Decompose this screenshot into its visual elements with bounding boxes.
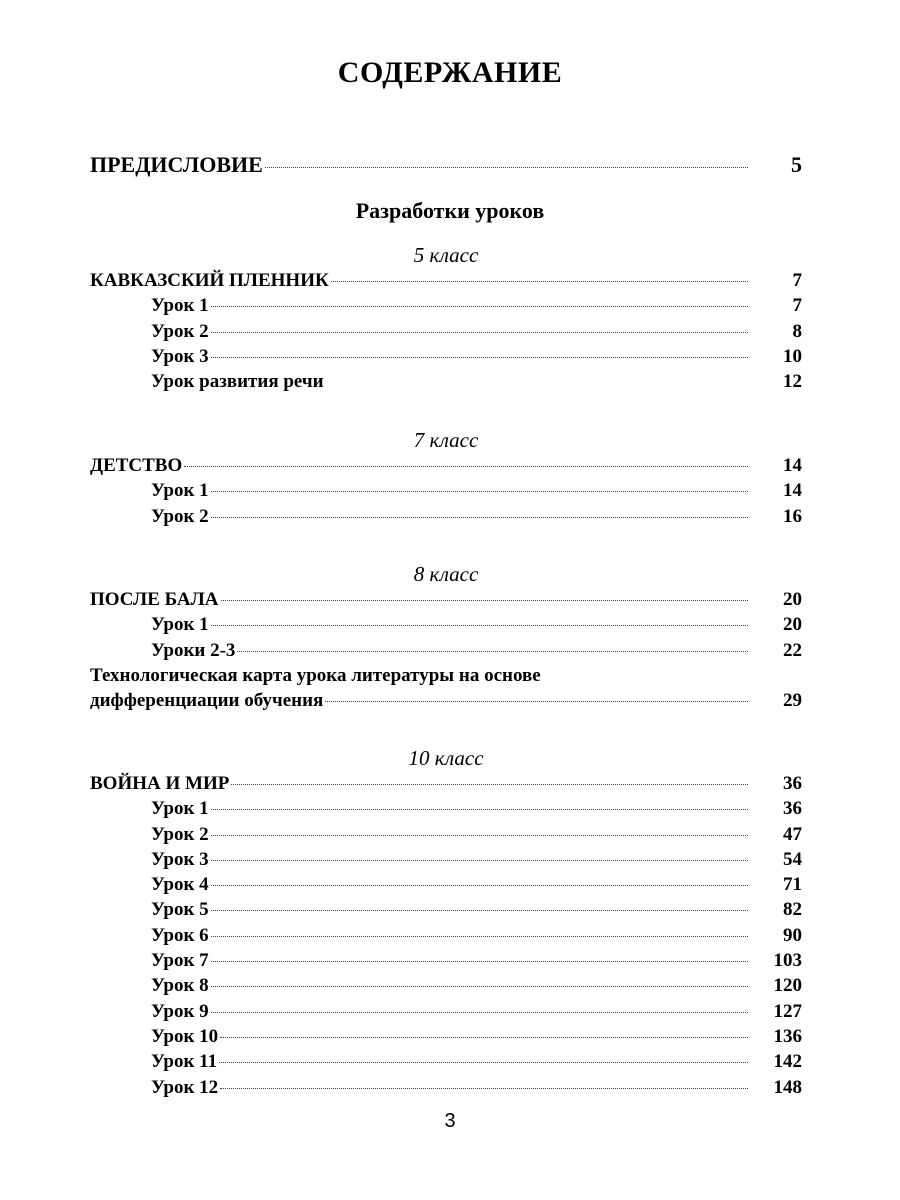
toc-entry-tech-map-line2[interactable] <box>90 688 802 713</box>
toc-entry-lesson[interactable] <box>90 612 802 637</box>
dot-leader <box>211 625 748 626</box>
toc-entry-preface[interactable] <box>90 152 802 178</box>
dot-leader <box>211 860 748 861</box>
toc-entry-page: 14 <box>783 480 802 502</box>
grade-section-7 <box>90 428 802 529</box>
toc-entry-page: 7 <box>792 295 802 317</box>
toc-entry-page: 8 <box>792 320 802 342</box>
toc-entry-lesson[interactable] <box>90 344 802 369</box>
toc-entry-label: Урок 3 <box>151 848 209 870</box>
toc-entry-page: 14 <box>783 455 802 476</box>
toc-entry-lesson[interactable] <box>90 999 802 1024</box>
dot-leader <box>211 491 748 492</box>
dot-leader <box>220 1088 748 1089</box>
grade-heading: 7 класс <box>413 428 479 452</box>
dot-leader <box>219 1062 748 1063</box>
toc-entry-page: 82 <box>783 899 802 921</box>
toc-entry-page: 36 <box>783 773 802 794</box>
toc-entry-page: 71 <box>783 874 802 896</box>
toc-entry-label: КАВКАЗСКИЙ ПЛЕННИК <box>90 270 329 291</box>
toc-entry-label: Урок 2 <box>151 505 209 527</box>
dot-leader <box>211 885 748 886</box>
dot-leader <box>211 1012 748 1013</box>
toc-entry-label: Уроки 2-3 <box>151 639 236 661</box>
toc-entry-label: Урок 1 <box>151 614 209 636</box>
dot-leader <box>184 466 748 467</box>
toc-entry-page: 16 <box>783 505 802 527</box>
dot-leader <box>211 835 748 836</box>
dot-leader <box>211 986 748 987</box>
toc-entry-lesson[interactable] <box>90 1024 802 1049</box>
toc-entry-label: ВОЙНА И МИР <box>90 773 230 794</box>
toc-entry-page: 10 <box>783 345 802 367</box>
grade-heading: 10 класс <box>408 746 484 770</box>
dot-leader <box>211 357 748 358</box>
toc-entry-label: Урок 2 <box>151 320 209 342</box>
toc-entry-lesson[interactable] <box>90 948 802 973</box>
dot-leader <box>221 600 748 601</box>
grade-section-5 <box>90 243 802 394</box>
toc-entry-label: Урок 4 <box>151 874 209 896</box>
toc-entry-work[interactable] <box>90 268 802 293</box>
toc-entry-work[interactable] <box>90 587 802 612</box>
dot-leader <box>220 1037 748 1038</box>
toc-entry-page: 12 <box>783 371 802 393</box>
toc-entry-page: 36 <box>783 798 802 820</box>
toc-entry-page: 136 <box>773 1025 802 1047</box>
toc-entry-lesson[interactable] <box>90 897 802 922</box>
toc-entry-lesson[interactable] <box>90 1049 802 1074</box>
toc-entry-label: ДЕТСТВО <box>90 455 183 476</box>
toc-entry-label: Урок 1 <box>151 480 209 502</box>
toc-entry-lesson[interactable] <box>90 847 802 872</box>
toc-entry-page: 148 <box>773 1076 802 1098</box>
toc-entry-label: Урок 12 <box>151 1076 219 1098</box>
page-number: 3 <box>444 1110 456 1132</box>
grade-section-10 <box>90 746 802 1100</box>
dot-leader <box>231 784 748 785</box>
toc-entry-tech-map-line1[interactable] <box>90 663 802 688</box>
toc-entry-label: Урок 5 <box>151 899 209 921</box>
toc-entry-label: Урок 2 <box>151 823 209 845</box>
toc-entry-lesson[interactable] <box>90 319 802 344</box>
toc-entry-label: Урок 10 <box>151 1025 219 1047</box>
dot-leader <box>211 910 748 911</box>
toc-entry-lesson[interactable] <box>90 923 802 948</box>
grade-heading: 5 класс <box>413 243 479 267</box>
toc-entry-lesson[interactable] <box>90 973 802 998</box>
toc-entry-page: 22 <box>783 639 802 661</box>
toc-entry-label: Урок 3 <box>151 345 209 367</box>
dot-leader <box>211 332 748 333</box>
toc-entry-label: Урок развития речи <box>151 371 324 393</box>
section-subtitle: Разработки уроков <box>355 198 545 223</box>
toc-entry-page: 20 <box>783 589 802 610</box>
toc-entry-page: 47 <box>783 823 802 845</box>
toc-entry-label: дифференциации обучения <box>90 689 324 711</box>
toc-entry-label: Урок 11 <box>151 1051 218 1073</box>
toc-entry-page: 127 <box>773 1000 802 1022</box>
toc-entry-page: 90 <box>783 924 802 946</box>
toc-entry-label: Урок 9 <box>151 1000 209 1022</box>
toc-entry-work[interactable] <box>90 771 802 796</box>
toc-entry-lesson[interactable] <box>90 293 802 318</box>
dot-leader <box>265 167 748 168</box>
toc-entry-label: Урок 1 <box>151 798 209 820</box>
dot-leader <box>211 936 748 937</box>
toc-entry-label: Урок 7 <box>151 950 209 972</box>
toc-entry-page: 20 <box>783 614 802 636</box>
toc-entry-page: 142 <box>773 1051 802 1073</box>
grade-section-8 <box>90 562 802 713</box>
toc-entry-label: Урок 6 <box>151 924 209 946</box>
toc-entry-page: 103 <box>773 950 802 972</box>
dot-leader <box>331 281 748 282</box>
toc-entry-label: Урок 1 <box>151 295 209 317</box>
toc-entry-page: 7 <box>792 270 802 291</box>
grade-heading: 8 класс <box>413 562 479 586</box>
toc-entry-lesson[interactable] <box>90 796 802 821</box>
dot-leader <box>211 517 748 518</box>
toc-entry-label: ПРЕДИСЛОВИЕ <box>90 152 263 177</box>
toc-entry-page: 29 <box>783 689 802 711</box>
toc-entry-lesson[interactable] <box>90 478 802 503</box>
toc-entry-lesson[interactable] <box>90 638 802 663</box>
toc-entry-lesson[interactable] <box>90 369 802 394</box>
toc-entry-label: Урок 8 <box>151 975 209 997</box>
dot-leader <box>237 651 748 652</box>
dot-leader <box>325 701 748 702</box>
toc-entry-work[interactable] <box>90 453 802 478</box>
toc-entry-page: 5 <box>791 152 802 177</box>
toc-entry-page: 120 <box>773 975 802 997</box>
toc-entry-lesson[interactable] <box>90 1075 802 1100</box>
toc-entry-label: ПОСЛЕ БАЛА <box>90 589 219 610</box>
toc-entry-lesson[interactable] <box>90 504 802 529</box>
toc-entry-lesson[interactable] <box>90 822 802 847</box>
toc-entry-lesson[interactable] <box>90 872 802 897</box>
dot-leader <box>211 809 748 810</box>
toc-entry-page: 54 <box>783 848 802 870</box>
dot-leader <box>211 306 748 307</box>
page-title: СОДЕРЖАНИЕ <box>337 56 563 89</box>
toc-entry-label: Технологическая карта урока литературы на основе <box>90 664 541 686</box>
dot-leader <box>211 961 748 962</box>
